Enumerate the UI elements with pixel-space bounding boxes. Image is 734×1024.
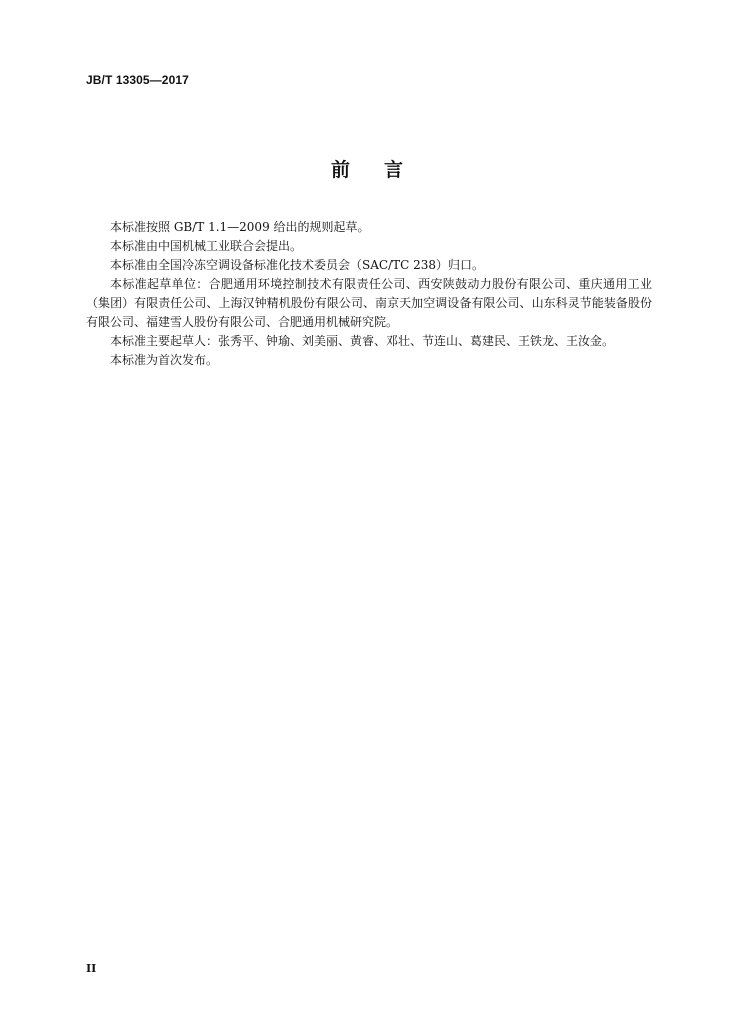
standard-number: JB/T 13305—2017 [86, 73, 189, 87]
paragraph-drafting-units: 本标准起草单位：合肥通用环境控制技术有限责任公司、西安陕鼓动力股份有限公司、重庆通用工业（集团）有限责任公司、上海汉钟精机股份有限公司、南京天加空调设备有限公司、山东科灵节能装备股份有限公司、福建雪人股份有限公司、合肥通用机械研究院。 [86, 277, 652, 329]
paragraph-first-release: 本标准为首次发布。 [110, 353, 219, 367]
foreword-body [86, 218, 652, 370]
paragraph-main-drafters: 本标准主要起草人：张秀平、钟瑜、刘美丽、黄睿、邓壮、节连山、葛建民、王铁龙、王汝金。 [110, 334, 615, 348]
paragraph-technical-committee: 本标准由全国冷冻空调设备标准化技术委员会（SAC/TC 238）归口。 [110, 258, 485, 272]
paragraph-drafting-rules: 本标准按照 GB/T 1.1—2009 给出的规则起草。 [110, 220, 370, 234]
section-title: 前言 [330, 159, 437, 181]
page-number: II [86, 962, 97, 975]
paragraph-proposer: 本标准由中国机械工业联合会提出。 [110, 239, 303, 253]
